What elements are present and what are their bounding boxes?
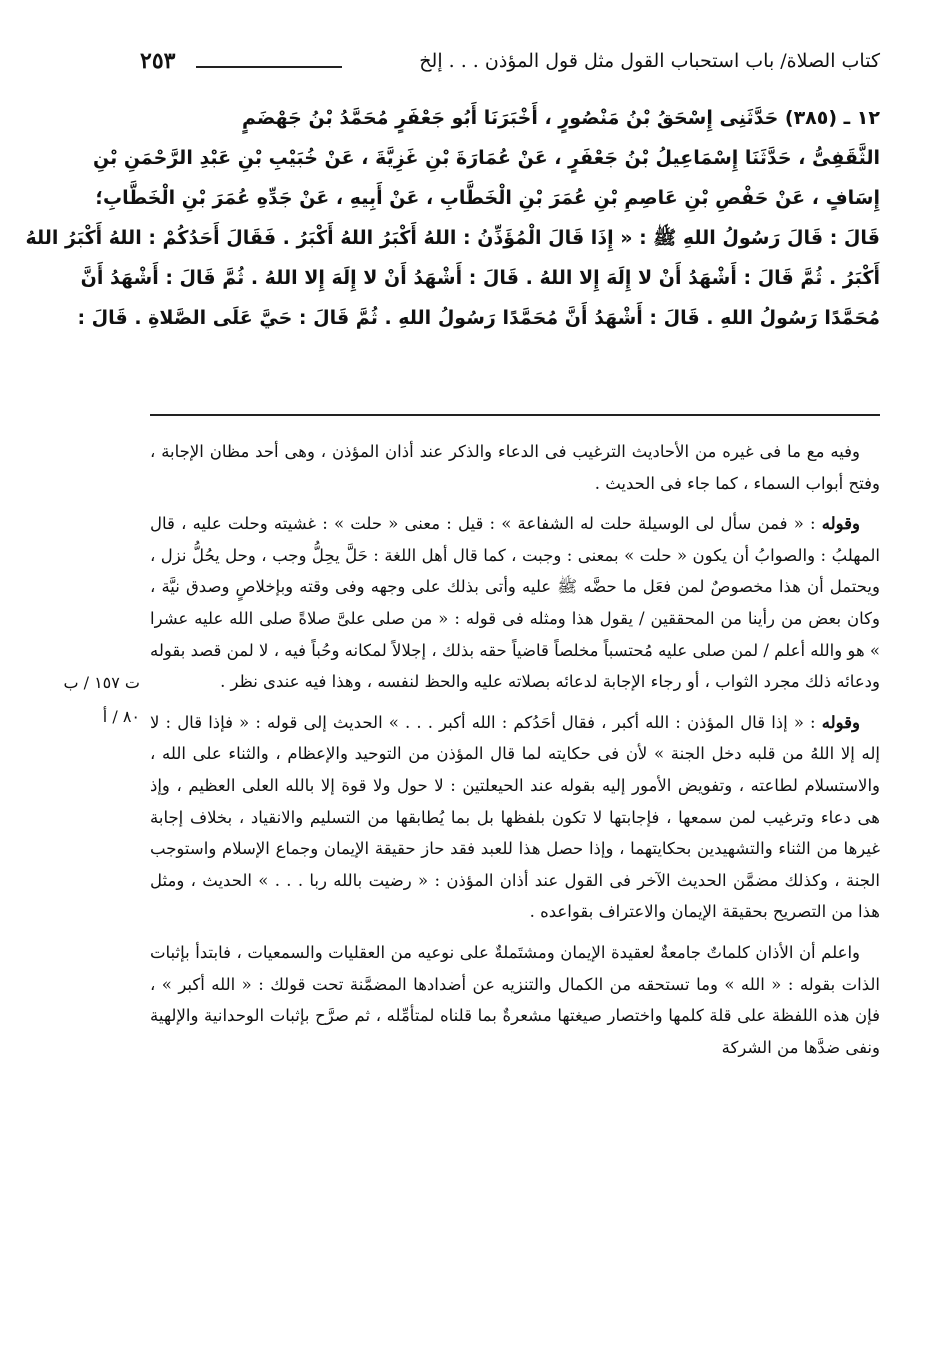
paragraph-lead: وقوله <box>821 712 860 732</box>
commentary-paragraph <box>150 508 880 698</box>
hadith-line: ١٢ ـ (٣٨٥) حَدَّثَنِى إِسْحَقُ بْنُ مَنْصُورٍ ، أَخْبَرَنَا أَبُو جَعْفَرٍ مُحَمَّدُ بْنُ جَهْضَمٍ <box>242 107 880 129</box>
running-title: كتاب الصلاة/ باب استحباب القول مثل قول المؤذن . . . إلخ <box>419 50 880 72</box>
hadith-text <box>25 98 880 338</box>
commentary-paragraph <box>150 707 880 928</box>
commentary-paragraph: وفيه مع ما فى غيره من الأحاديث الترغيب فى الدعاء والذكر عند أذان المؤذن ، وهى أحد مظان الإجابة ، وفتح أبواب السماء ، كما جاء فى الحديث . <box>150 442 880 493</box>
hadith-line: مُحَمَّدًا رَسُولُ اللهِ . قَالَ : أَشْهَدُ أَنَّ مُحَمَّدًا رَسُولُ اللهِ . ثُمَّ قَالَ : حَيَّ عَلَى الصَّلاةِ . قَالَ : <box>77 307 880 329</box>
page-header <box>128 46 880 82</box>
paragraph-lead: وقوله <box>821 514 860 534</box>
commentary-paragraph: واعلم أن الأذان كلماتٌ جامعةٌ لعقيدة الإيمان ومشتَملةٌ على نوعيه من العقليات والسمعيات ، فابتدأ بإثبات الذات بقوله : « الله » وما تستحقه من الكمال والتنزيه عن أضدادها المضمَّنة تحت قولك : « الله أكبر » ، فإن هذه اللفظة على قلة كلمها واختصار صيغتها مشعرةٌ بما قلناه لمتأمِّله ، ثم صرَّح بإثبات الوحدانية والإلهية ونفى ضدَّها من الشركة <box>150 942 880 1057</box>
paragraph-body: : « إذا قال المؤذن : الله أكبر ، فقال أحَدُكم : الله أكبر . . . » الحديث إلى قوله : « فإذا قال : لا إله إلا اللهُ من قلبه دخل الجنة » لأن فى حكايته لما قال المؤذن من التوحيد والإعظام ، والثناء على الله ، والاستسلام لطاعته ، وتفويض الأمور إليه بقوله عند الحيعلتين : لا حول ولا قوة إلا بالله العلى العظيم ، وإذ هى دعاء وترغيب لمن سمعها ، فإجابتها لا تكون بلفظها بل بما يُطابقها من التسليم والانقياد ، بخلاف إجابة غيرها من الثناء والتشهيدين بحكايتهما ، وإذا حصل هذا للعبد فقد حاز حقيقة الإيمان وجماع الإسلام واستوجب الجنة ، وكذلك مضمَّن الحديث الآخر فى القول عند أذان المؤذن : « رضيت بالله ربا . . . » الحديث ، ومثل هذا من التصريح بحقيقة الإيمان والاعتراف بقواعده . <box>150 712 880 922</box>
margin-notes <box>28 666 140 734</box>
hadith-line: إِسَافٍ ، عَنْ حَفْصِ بْنِ عَاصِمِ بْنِ عُمَرَ بْنِ الْخَطَّابِ ، عَنْ أَبِيهِ ، عَنْ جَدِّهِ عُمَرَ بْنِ الْخَطَّابِ؛ <box>95 187 880 209</box>
commentary <box>150 436 880 1063</box>
paragraph-body: : « فمن سأل لى الوسيلة حلت له الشفاعة » : قيل : معنى « حلت » : غشيته وحلت عليه ، قال المهلبُ : والصوابُ أن يكون « حلت » بمعنى : وجبت ، كما قال أهل اللغة : حَلَّ يحِلُّ وجب ، وحل يحُلُّ نزل ، ويحتمل أن هذا مخصوصٌ لمن فعَل ما حضَّه ﷺ عليه وأتى بذلك على وجهه وفى وقته وبإخلاصٍ وصدق نيَّة ، وكان بعض من رأينا من المحققين / يقول هذا ومثله فى قوله : « من صلى علىَّ صلاةً صلى الله عليه عشرا » هو والله أعلم / لمن صلى عليه مُحتسباً مخلصاً قاضياً حقه بذلك ، إجلالاً لمكانه وحُباً فيه ، لا لمن قصد بقوله ودعائه ذلك مجرد الثواب ، أو رجاء الإجابة لدعائه بصلاته عليه والحظ لنفسه ، وهذا فيه عندى نظر . <box>150 514 880 692</box>
section-divider <box>150 414 880 416</box>
manuscript-folio-note: ت ١٥٧ / ب <box>63 673 140 692</box>
manuscript-folio-note: ٨٠ / أ <box>102 707 140 726</box>
header-rule <box>196 66 342 68</box>
page-number: ٢٥٣ <box>140 48 176 74</box>
hadith-line: الثَّقَفِىُّ ، حَدَّثَنَا إِسْمَاعِيلُ بْنُ جَعْفَرٍ ، عَنْ عُمَارَةَ بْنِ غَزِيَّةَ ، عَنْ خُبَيْبِ بْنِ عَبْدِ الرَّحْمَنِ بْنِ <box>92 147 880 169</box>
hadith-line: قَالَ : قَالَ رَسُولُ اللهِ ﷺ : « إِذَا قَالَ الْمُؤَذِّنُ : اللهُ أَكْبَرُ اللهُ أَكْبَرُ . فَقَالَ أَحَدُكُمْ : اللهُ أَكْبَرُ اللهُ <box>25 227 880 249</box>
hadith-line: أَكْبَرُ . ثُمَّ قَالَ : أَشْهَدُ أَنْ لا إِلَهَ إِلا اللهُ . قَالَ : أَشْهَدُ أَنْ لا إِلَهَ إِلا اللهُ . ثُمَّ قَالَ : أَشْهَدُ أَنَّ <box>80 267 880 289</box>
